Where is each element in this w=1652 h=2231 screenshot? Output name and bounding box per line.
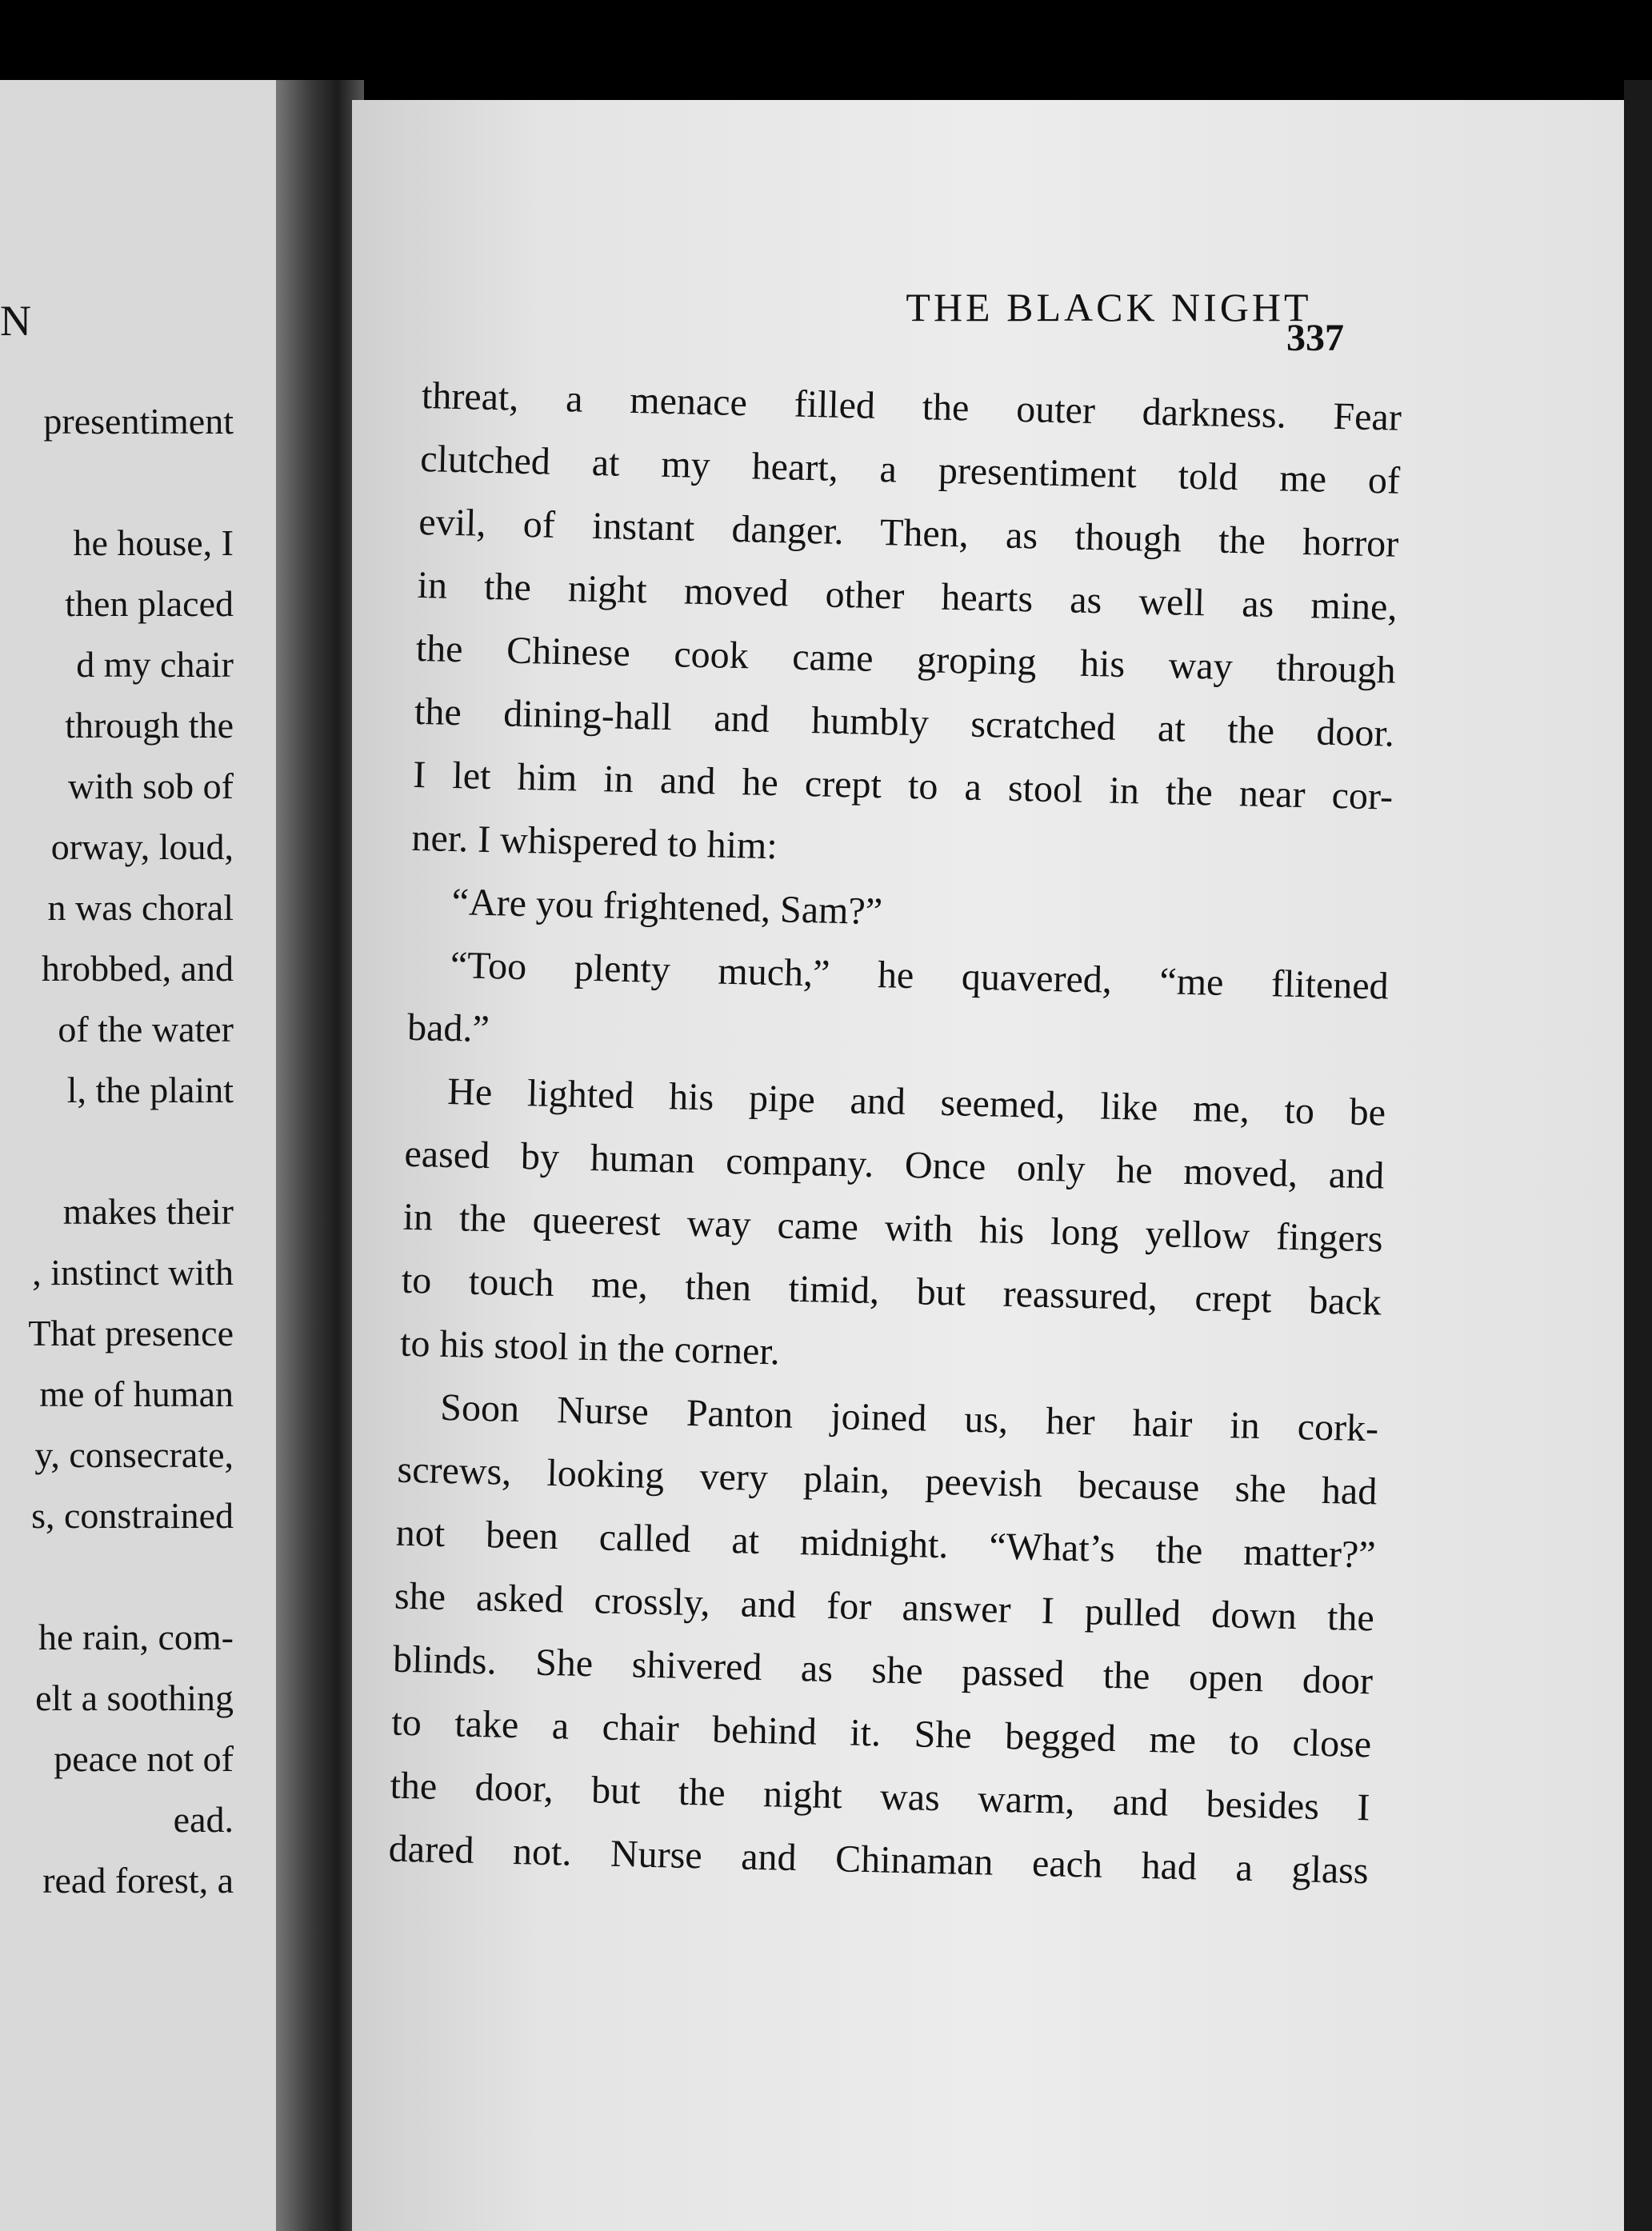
text-line: “Are you frightened, Sam?” xyxy=(451,881,883,934)
text-line: in the night moved other hearts as well as mine, xyxy=(417,563,1398,629)
facing-page-line: y, consecrate, xyxy=(34,1434,234,1475)
facing-page xyxy=(0,80,314,2231)
facing-page-line: peace not of xyxy=(54,1738,234,1779)
facing-page-line: he rain, com- xyxy=(38,1617,234,1657)
text-line: bad.” xyxy=(406,1006,490,1051)
text-line: Soon Nurse Panton joined us, her hair in cork- xyxy=(439,1385,1379,1450)
text-line: eased by human company. Once only he moved, and xyxy=(403,1132,1385,1197)
scan-border xyxy=(1624,80,1652,2231)
text-line: blinds. She shivered as she passed the open door xyxy=(392,1637,1374,1703)
facing-page-line: of the water xyxy=(58,1009,234,1050)
text-line: clutched at my heart, a presentiment told me of xyxy=(419,437,1401,502)
text-line: evil, of instant danger. Then, as though the horror xyxy=(418,500,1399,566)
text-line: “Too plenty much,” he quavered, “me flitened xyxy=(450,943,1390,1008)
facing-page-line: then placed xyxy=(65,583,234,624)
facing-page-line: hrobbed, and xyxy=(41,948,234,989)
text-line: I let him in and he crept to a stool in the near cor- xyxy=(412,753,1394,818)
facing-page-line: me of human xyxy=(39,1373,234,1414)
facing-page-line: n was choral xyxy=(47,887,234,928)
facing-page-line: through the xyxy=(65,705,234,746)
page-body-text xyxy=(388,364,1402,1902)
text-line: to touch me, then timid, but reassured, crept back xyxy=(401,1258,1382,1324)
facing-page-line: d my chair xyxy=(76,644,234,685)
running-head: THE BLACK NIGHT xyxy=(906,285,1312,330)
facing-page-head-fragment: N xyxy=(0,297,31,345)
text-line: screws, looking very plain, peevish because she had xyxy=(397,1448,1378,1513)
text-line: in the queerest way came with his long yellow fingers xyxy=(402,1195,1384,1261)
facing-page-line: elt a soothing xyxy=(35,1677,234,1718)
text-line: the dining-hall and humbly scratched at the door. xyxy=(414,690,1395,755)
text-line: ner. I whispered to him: xyxy=(410,816,778,868)
text-line: to take a chair behind it. She begged me to close xyxy=(390,1701,1372,1766)
facing-page-line: with sob of xyxy=(68,766,234,806)
facing-page-line: orway, loud, xyxy=(50,826,234,867)
text-line: she asked crossly, and for answer I pulled down the xyxy=(394,1574,1375,1640)
text-line: to his stool in the corner. xyxy=(399,1321,781,1373)
facing-page-line: presentiment xyxy=(43,401,234,442)
book-page xyxy=(352,100,1628,2231)
facing-page-line: , instinct with xyxy=(32,1252,234,1293)
page-number: 337 xyxy=(1286,317,1344,359)
book-gutter-shadow xyxy=(276,80,364,2231)
facing-page-line: ead. xyxy=(173,1799,234,1840)
text-line: He lighted his pipe and seemed, like me, to be xyxy=(446,1070,1386,1134)
text-line: not been called at midnight. “What’s the matter?” xyxy=(395,1511,1377,1577)
facing-page-line: makes their xyxy=(62,1191,234,1232)
text-line: dared not. Nurse and Chinaman each had a glass xyxy=(388,1827,1370,1893)
facing-page-line: That presence xyxy=(28,1313,234,1353)
facing-page-line: s, constrained xyxy=(31,1495,234,1536)
facing-page-line: read forest, a xyxy=(42,1860,234,1901)
text-line: threat, a menace filled the outer darkness. Fear xyxy=(421,374,1402,439)
facing-page-line: l, the plaint xyxy=(66,1070,234,1110)
facing-page-line: he house, I xyxy=(73,522,234,563)
text-line: the door, but the night was warm, and besides I xyxy=(390,1764,1370,1829)
text-line: the Chinese cook came groping his way through xyxy=(415,626,1397,692)
